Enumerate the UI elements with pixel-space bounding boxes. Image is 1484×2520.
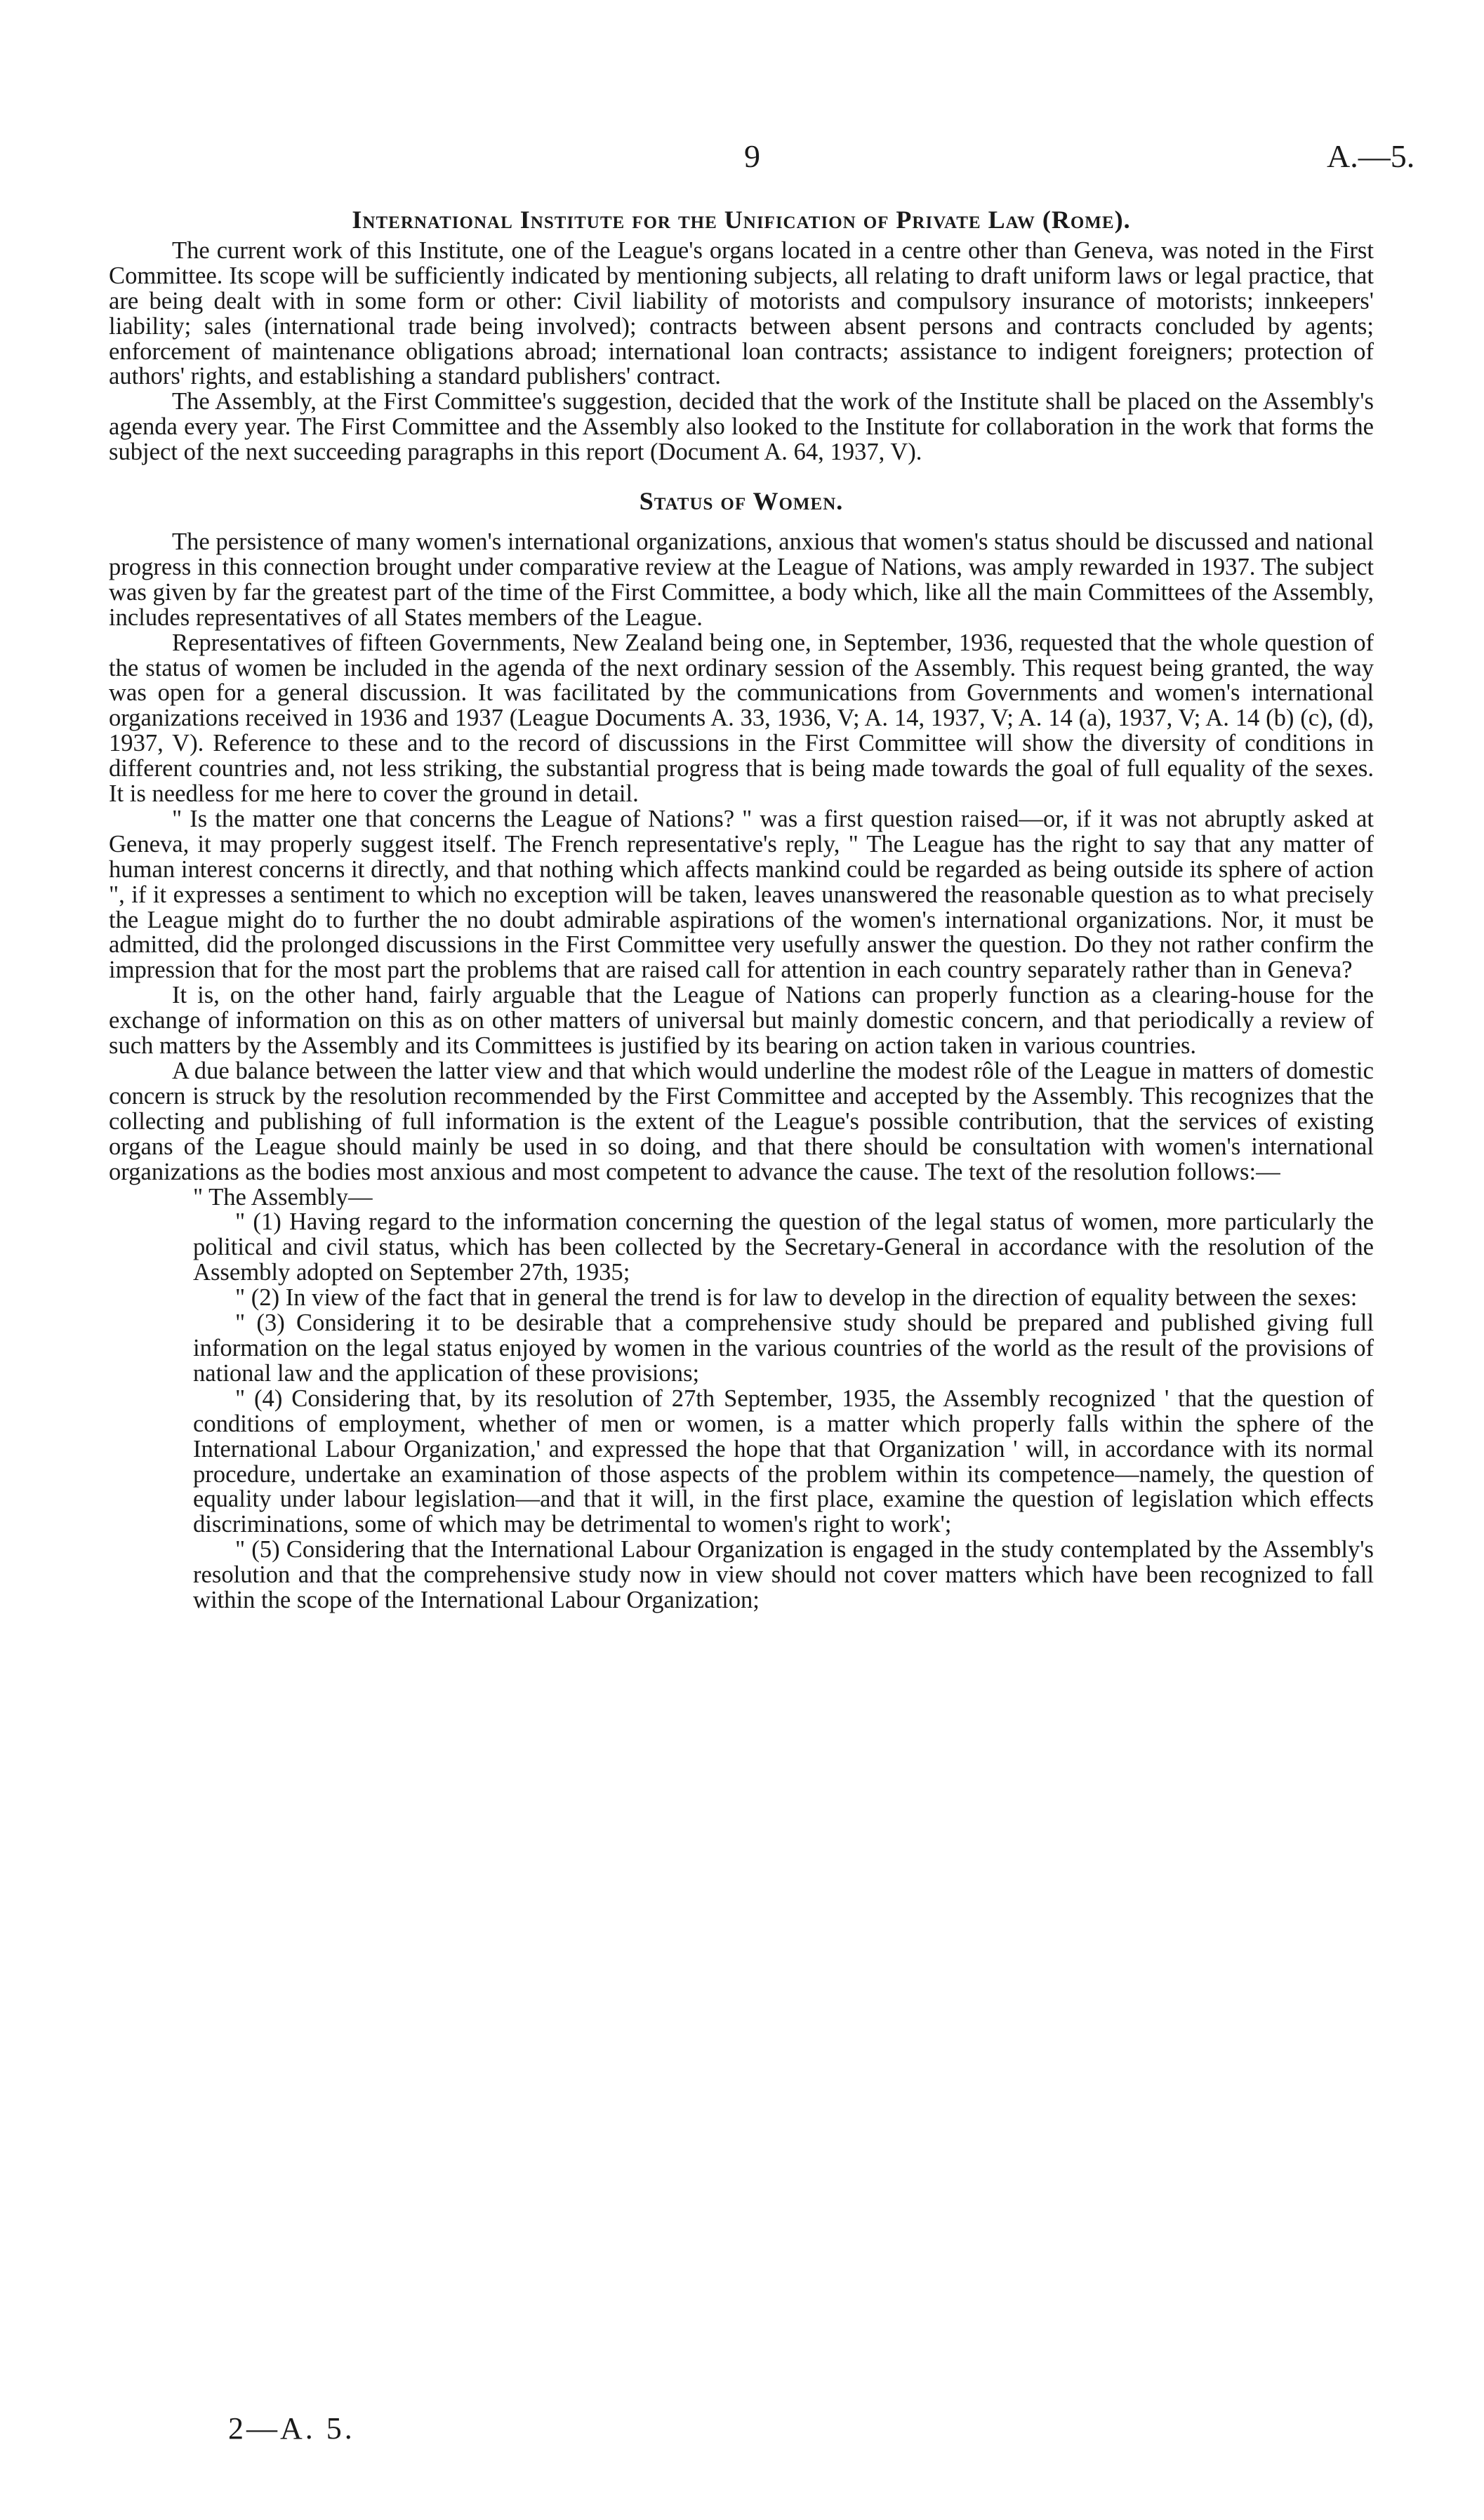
section-heading-institute: International Institute for the Unification of Private Law (Rome). — [352, 206, 1131, 234]
resolution-item: " (4) Considering that, by its resolution of 27th September, 1935, the Assembly recognized ' that the question of conditions of employment, whether of men or women, is a matter which properly falls within the sphere of the International Labour Organization,' and expressed the hope that that Organization ' will, in accordance with its normal procedure, undertake an examination of those aspects of the problem within its competence—namely, the question of equality under labour legislation—and that it will, in the first place, examine the question of legislation which effects discriminations, some of which may be detrimental to women's right to work'; — [193, 1385, 1374, 1538]
paragraph: It is, on the other hand, fairly arguable that the League of Nations can properly function as a clearing-house for the exchange of information on this as on other matters of universal but mainly domestic concern, and that periodically a review of such matters by the Assembly and its Committees is justified by its bearing on action taken in various countries. — [109, 982, 1374, 1060]
footer-signature: 2—A. 5. — [228, 2411, 355, 2446]
resolution-item: " (5) Considering that the International Labour Organization is engaged in the study contemplated by the Assembly's resolution and that the comprehensive study now in view should not cover matters which have been recognized to fall within the scope of the International Labour Organization; — [193, 1536, 1374, 1614]
paragraph: " Is the matter one that concerns the League of Nations? " was a first question raised—or, if it was not abruptly asked at Geneva, it may properly suggest itself. The French representative's reply, " The League has the right to say that any matter of human interest concerns it directly, and that nothing which affects mankind could be regarded as being outside its sphere of action ", if it expresses a sentiment to which no exception will be taken, leaves unanswered the reasonable question as to what precisely the League might do to further the no doubt admirable aspirations of the women's international organizations. Nor, it must be admitted, did the prolonged discussions in the First Committee very usefully answer the question. Do they not rather confirm the impression that for the most part the problems that are raised call for attention in each country separately rather than in Geneva? — [109, 805, 1374, 984]
paragraph: The Assembly, at the First Committee's suggestion, decided that the work of the Institute shall be placed on the Assembly's agenda every year. The First Committee and the Assembly also looked to the Institute for collaboration in the work that forms the subject of the next succeeding paragraphs in this report (Document A. 64, 1937, V). — [109, 388, 1374, 466]
document-reference: A.—5. — [1327, 138, 1415, 174]
paragraph: The persistence of many women's international organizations, anxious that women's status should be discussed and national progress in this connection brought under comparative review at the League of Nations, was amply rewarded in 1937. The subject was given by far the greatest part of the time of the First Committee, a body which, like all the main Committees of the Assembly, includes representatives of all States members of the League. — [109, 528, 1374, 631]
paragraph: A due balance between the latter view and that which would underline the modest rôle of the League in matters of domestic concern is struck by the resolution recommended by the First Committee and accepted by the Assembly. This recognizes that the collecting and publishing of full information is the extent of the League's possible contribution, that the services of existing organs of the League should mainly be used in so doing, and that there should be consultation with women's international organizations as the bodies most anxious and most competent to advance the cause. The text of the resolution follows:— — [109, 1058, 1374, 1185]
paragraph: Representatives of fifteen Governments, New Zealand being one, in September, 1936, requested that the whole question of the status of women be included in the agenda of the next ordinary session of the Assembly. This request being granted, the way was open for a general discussion. It was facilitated by the communications from Governments and women's international organizations received in 1936 and 1937 (League Documents A. 33, 1936, V; A. 14, 1937, V; A. 14 (a), 1937, V; A. 14 (b) (c), (d), 1937, V). Reference to these and to the record of discussions in the First Committee will show the diversity of conditions in different countries and, not less striking, the substantial progress that is being made towards the goal of full equality of the sexes. It is needless for me here to cover the ground in detail. — [109, 629, 1374, 808]
resolution-quote — [109, 1185, 1374, 1613]
page-number: 9 — [744, 138, 760, 174]
document-body — [109, 208, 1374, 1613]
paragraph: The current work of this Institute, one of the League's organs located in a centre other than Geneva, was noted in the First Committee. Its scope will be sufficiently indicated by mentioning subjects, all relating to draft uniform laws or legal practice, that are being dealt with in some form or other: Civil liability of motorists and compulsory insurance of motorists; innkeepers' liability; sales (international trade being involved); contracts between absent persons and contracts concluded by agents; enforcement of maintenance obligations abroad; international loan contracts; assistance to indigent foreigners; protection of authors' rights, and establishing a standard publishers' contract. — [109, 236, 1374, 390]
resolution-opening: " The Assembly— — [193, 1183, 373, 1211]
resolution-item: " (2) In view of the fact that in general the trend is for law to develop in the direction of equality between the sexes: — [235, 1284, 1358, 1312]
resolution-item: " (3) Considering it to be desirable that a comprehensive study should be prepared and published giving full information on the legal status enjoyed by women in the various countries of the world as the result of the provisions of national law and the application of these provisions; — [193, 1309, 1374, 1387]
resolution-item: " (1) Having regard to the information concerning the question of the legal status of women, more particularly the political and civil status, which has been collected by the Secretary-General in accordance with the resolution of the Assembly adopted on September 27th, 1935; — [193, 1208, 1374, 1286]
section-heading-status-of-women: Status of Women. — [639, 487, 844, 516]
